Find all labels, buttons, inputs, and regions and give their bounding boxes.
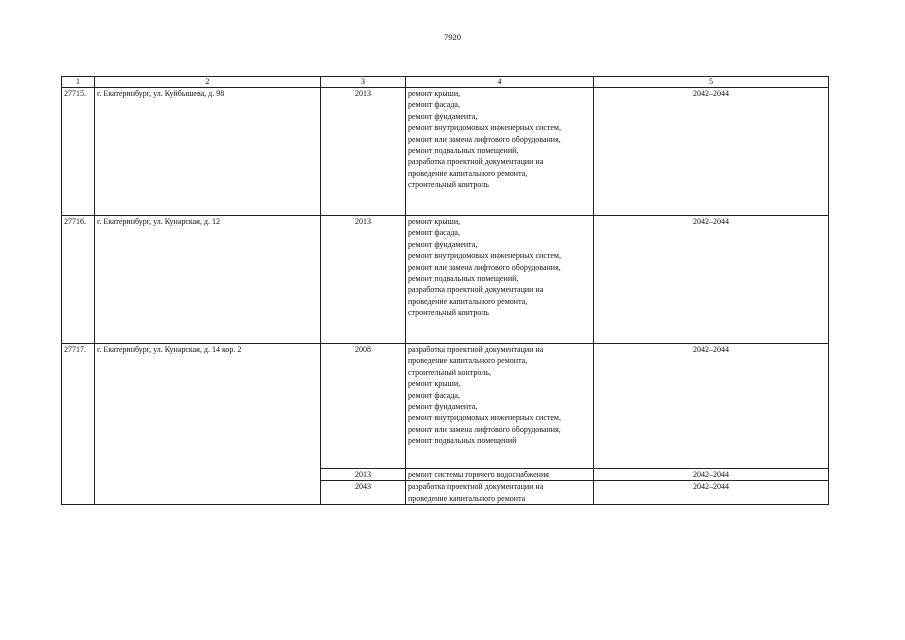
work-item: ремонт системы горячего водоснабжения xyxy=(408,470,549,479)
row-works xyxy=(406,88,594,216)
row-year: 2013 xyxy=(321,216,406,344)
work-item: ремонт фундамента, xyxy=(408,402,478,412)
row-term: 2042–2044 xyxy=(594,216,829,344)
row-year: 2043 xyxy=(321,481,406,505)
work-item: ремонт внутридомовых инженерных систем, xyxy=(408,251,561,261)
column-header: 1 xyxy=(62,77,95,88)
page-number: 7920 xyxy=(444,32,461,42)
work-item: ремонт фасада, xyxy=(408,228,460,238)
row-number: 27716. xyxy=(62,216,95,344)
work-item: ремонт фасада, xyxy=(408,100,460,110)
table-row xyxy=(62,344,829,469)
column-header: 5 xyxy=(594,77,829,88)
work-item: разработка проектной документации на xyxy=(408,285,544,295)
work-item: ремонт фасада, xyxy=(408,390,460,400)
work-item: ремонт крыши, xyxy=(408,89,461,98)
row-works xyxy=(406,481,594,505)
column-header: 3 xyxy=(321,77,406,88)
row-term: 2042–2044 xyxy=(594,469,829,481)
work-item: ремонт фундамента, xyxy=(408,239,478,249)
row-year: 2013 xyxy=(321,88,406,216)
column-header: 2 xyxy=(95,77,321,88)
row-works xyxy=(406,469,594,481)
work-item: ремонт крыши, xyxy=(408,217,461,226)
work-item: проведение капитального ремонта, xyxy=(408,168,528,178)
work-item: ремонт внутридомовых инженерных систем, xyxy=(408,123,561,133)
row-year: 2013 xyxy=(321,469,406,481)
work-item: разработка проектной документации на xyxy=(408,345,544,354)
row-address: г. Екатеринбург, ул. Куйбышева, д. 98 xyxy=(95,88,321,216)
table-row xyxy=(62,88,829,216)
work-item: разработка проектной документации на xyxy=(408,157,544,167)
row-number: 27715. xyxy=(62,88,95,216)
row-term: 2042–2044 xyxy=(594,88,829,216)
row-works xyxy=(406,216,594,344)
work-item: строительный контроль xyxy=(408,180,489,190)
work-item: ремонт или замена лифтового оборудования, xyxy=(408,134,561,144)
row-term: 2042–2044 xyxy=(594,344,829,469)
table-header-row xyxy=(62,77,829,88)
work-item: ремонт подвальных помещений, xyxy=(408,274,519,284)
row-number: 27717. xyxy=(62,344,95,505)
work-item: ремонт подвальных помещений xyxy=(408,436,517,446)
work-item: ремонт внутридомовых инженерных систем, xyxy=(408,413,561,423)
table-row xyxy=(62,216,829,344)
capital-repair-table xyxy=(61,76,829,505)
work-item: проведение капитального ремонта xyxy=(408,493,526,503)
row-year: 2008 xyxy=(321,344,406,469)
work-item: ремонт подвальных помещений, xyxy=(408,146,519,156)
row-address: г. Екатеринбург, ул. Кунарская, д. 12 xyxy=(95,216,321,344)
work-item: проведение капитального ремонта, xyxy=(408,296,528,306)
column-header: 4 xyxy=(406,77,594,88)
work-item: строительный контроль, xyxy=(408,367,491,377)
work-item: строительный контроль xyxy=(408,308,489,318)
row-term: 2042–2044 xyxy=(594,481,829,505)
row-works xyxy=(406,344,594,469)
work-item: разработка проектной документации на xyxy=(408,482,544,492)
work-item: ремонт или замена лифтового оборудования, xyxy=(408,262,561,272)
work-item: ремонт фундамента, xyxy=(408,111,478,121)
row-address: г. Екатеринбург, ул. Кунарская, д. 14 кор. 2 xyxy=(95,344,321,505)
work-item: проведение капитального ремонта, xyxy=(408,356,528,366)
work-item: ремонт или замена лифтового оборудования, xyxy=(408,424,561,434)
work-item: ремонт крыши, xyxy=(408,379,461,389)
